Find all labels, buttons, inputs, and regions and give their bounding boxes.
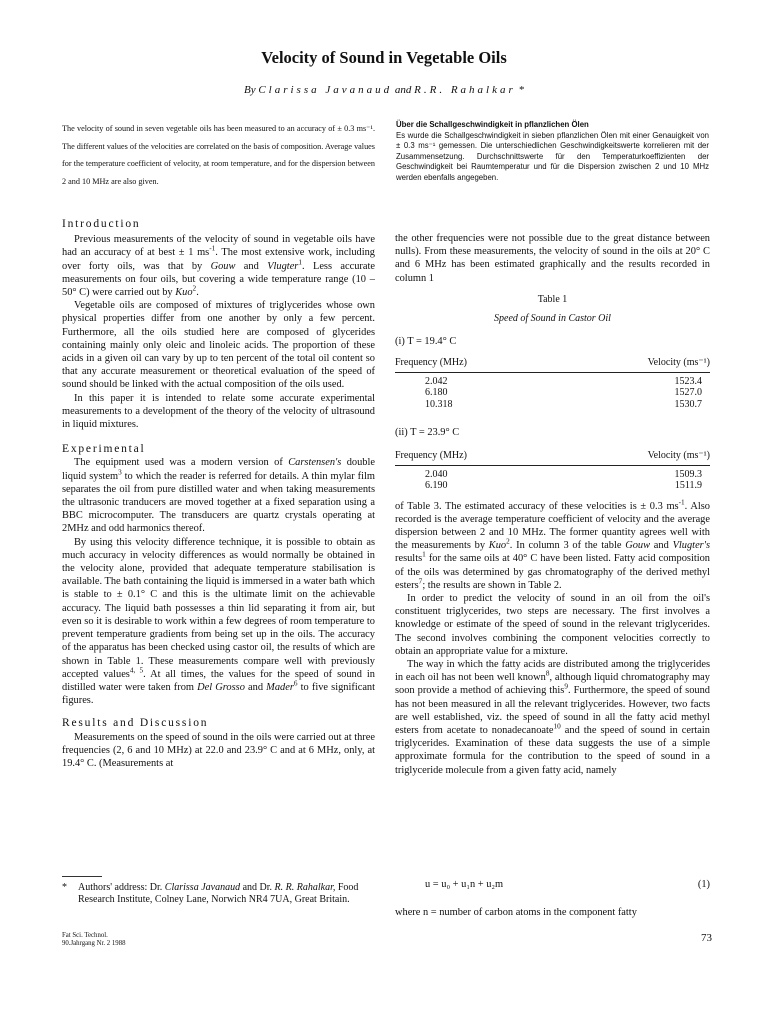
intro-paragraph-2: Vegetable oils are composed of mixtures of triglycerides whose own physical properties differ from one another by only a few percent. Furthermore, all the oils studied here are composed of glycerides containing mainly only oleic and linoleic acids. The proportion of these acids in a given oil can vary by up to ten percent of the total oil content so that any accurate measurement or theoretical evaluation of the speed of sound should be linked with the actual composition of the oils used. — [62, 300, 375, 391]
right-paragraph-2: of Table 3. The estimated accuracy of these velocities is ± 0.3 $ms^{-1}$. Also recorded is the average temperature coefficient of velocity and the average dispersion between 2 and 10 MHz. The former quantity agrees well with the measurements by Kuo$^2$. In column 3 of the table Gouw and Vlugter's results$^1$ for the same oils at 40° C have been listed. Fatty acid composition of the oils was determined by gas chromatography of the derived methyl esters$^7$; the results are shown in Table 2. — [395, 498, 710, 591]
author-1: Clarissa Javanaud — [258, 84, 393, 96]
page-number: 73 — [701, 932, 712, 944]
equation-number: (1) — [697, 879, 710, 890]
column-header-velocity: Velocity (ms⁻¹) — [564, 447, 710, 465]
abstract-german — [396, 120, 709, 184]
right-top-paragraph: the other frequencies were not possible due to the great distance between nulls). From these measurements, the velocity of sound in the oils at 20° C and 6 MHz has been estimated graphically and the results recorded in column 1 — [395, 233, 710, 284]
by-label: By — [243, 84, 256, 96]
section-introduction: Introduction — [62, 218, 141, 230]
journal-info — [62, 932, 126, 948]
section-results: Results and Discussion — [62, 717, 209, 730]
left-column — [62, 218, 375, 770]
abstract-german-text: Es wurde die Schallgeschwindigkeit in sieben pflanzlichen Ölen mit einer Genauigkeit von ± 0.3 ms⁻¹ gemessen. Die unterschiedlichen Geschwindigkeitswerte korrelieren mit der Zusammensetzung. Durchschnittswerte für den Temperaturkoeffizienten der Geschwindigkeit bei Raumtemperatur und für die Dispersion zwischen 2 und 10 MHz werden ebenfalls angegeben. — [396, 130, 709, 182]
and-label: and — [394, 84, 412, 96]
column-header-frequency: Frequency (MHz) — [395, 447, 564, 465]
author-footnote-mark: * — [518, 84, 525, 96]
journal-name: Fat Sci. Technol. — [62, 932, 108, 939]
table-1b — [395, 447, 710, 491]
intro-paragraph-3: In this paper it is intended to relate some accurate experimental measurements to a development of the theory of the velocity of ultrasound in liquid mixtures. — [62, 392, 375, 431]
results-paragraph-1: Measurements on the speed of sound in the oils were carried out at three frequencies (2, 6 and 10 MHz) at 22.0 and 23.9° C and at 6 MHz, only, at 19.4° C. (Measurements at — [62, 731, 375, 769]
author-line — [0, 84, 768, 96]
table-1-subtitle: Speed of Sound in Castor Oil — [494, 313, 611, 325]
right-paragraph-3: In order to predict the velocity of sound in an oil from the oil's constituent triglycerides, two steps are necessary. The first involves a knowledge or estimate of the speed of sound in the relevant triglycerides. The second involves combining the component velocities correctly to obtain an appropriate value for a mixture. — [395, 592, 710, 657]
table-row: 6.180 1527.0 — [425, 387, 702, 399]
table-1a — [395, 354, 710, 410]
after-equation-text: where n = number of carbon atoms in the component fatty — [395, 907, 637, 918]
column-header-frequency: Frequency (MHz) — [395, 354, 564, 372]
footnote-rule — [62, 876, 102, 877]
right-column — [395, 232, 710, 777]
footnote-text: Authors' address: Dr. Clarissa Javanaud and Dr. R. R. Rahalkar, Food Research Institute, Colney Lane, Norwich NR4 7UA, Great Britain. — [78, 882, 359, 905]
experimental-paragraph-2: By using this velocity difference technique, it is possible to obtain as much accuracy in velocity differences as would normally be obtained in the velocity alone, provided that adequate temperature stabilisation is available. The bath containing the liquid is immersed in a water bath which is stable to ± 0.1° C and this is the ultimate limit on the achievable accuracy. The liquid bath possesses a thin lid separating it from air, but even so it is desirable to work within a few degrees of room temperature to prevent temperature gradients from being set up in the oils. The accuracy of the apparatus has been checked using castor oil, the results of which are shown in Table 1. These measurements compare well with previously accepted values$^{4, 5}$. At all times, the values for the speed of sound in distilled water were taken from Del Grosso and Mader$^6$ to five significant figures. — [62, 536, 376, 707]
abstract-german-heading: Über die Schallgeschwindigkeit in pflanzlichen Ölen — [396, 120, 589, 129]
footnote-mark: * — [62, 882, 67, 893]
experimental-paragraph-1: The equipment used was a modern version of Carstensen's double liquid system$^3$ to which the reader is referred for details. A thin mylar film separates the oil from pure distilled water and when taking measurements the ultrasonic tranducers are moved together at a fixed separation using a BBC microcomputer. The transducers are quartz crystals operating at 2MHz and odd harmonics thereof. — [62, 457, 375, 535]
table-row: 2.040 1509.3 — [425, 468, 702, 480]
column-header-velocity: Velocity (ms⁻¹) — [564, 354, 710, 372]
author-2: R.R. Rahalkar — [414, 84, 516, 96]
table-condition-2: (ii) T = 23.9° C — [395, 427, 460, 439]
intro-paragraph-1: Previous measurements of the velocity of sound in vegetable oils have had an accuracy of at best ± 1 $ms^{-1}$. The most extensive work, including over forty oils, was that by Gouw and Vlugter$^1$. Less accurate measurements on four oils, but covering a wide temperature range (10 – 50° C) were carried out by Kuo$^2$. — [62, 234, 376, 299]
right-paragraph-4: The way in which the fatty acids are distributed among the triglycerides in each oil has not been well known$^8$, although liquid chromatography may soon provide a method of achieving this$^9$. Furthermore, the speed of sound has not been measured in all the relevant triglycerides. However, two facts are well established, viz. the speed of sound in all the fatty acid methyl esters from acetate to nonadecanoate$^{10}$ and the speed of sound in certain triglycerides. Examination of these data suggests the use of a simple approximate formula for the contribution to the speed of sound in a triglyceride molecule from a given fatty acid, namely — [395, 658, 710, 776]
abstract-english: The velocity of sound in seven vegetable oils has been measured to an accuracy of ± 0.3 ms⁻¹. The different values of the velocities are correlated on the basis of composition. Average values for the temperature coefficient of velocity, at room temperature, and for the dispersion between 2 and 10 MHz are also given. — [62, 124, 375, 186]
footnote — [62, 882, 375, 906]
equation-formula: u = u₀ + u₁n + u₂m — [425, 879, 504, 890]
table-1-title: Table 1 — [537, 293, 568, 305]
section-experimental: Experimental — [62, 443, 146, 456]
journal-issue: 90.Jahrgang Nr. 2 1988 — [62, 940, 126, 947]
table-row: 10.318 1530.7 — [425, 398, 702, 410]
paper-title: Velocity of Sound in Vegetable Oils — [261, 48, 507, 67]
table-row: 6.190 1511.9 — [425, 480, 702, 492]
table-condition-1: (i) T = 19.4° C — [395, 336, 457, 348]
table-row: 2.042 1523.4 — [425, 375, 702, 387]
